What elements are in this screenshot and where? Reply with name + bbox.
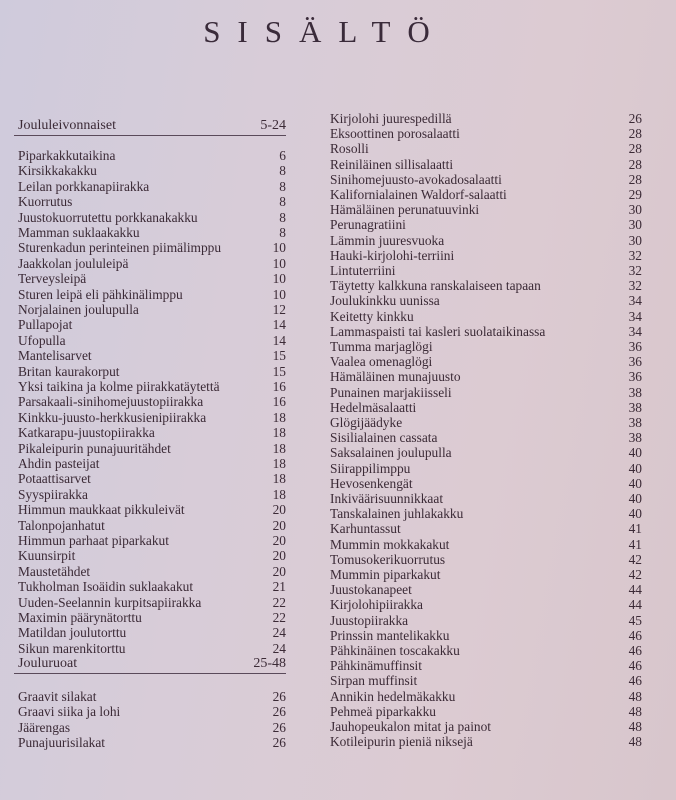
entry-page: 20 [272,517,286,533]
toc-entry [18,425,286,440]
entry-page: 8 [279,178,286,194]
entry-page: 18 [272,486,286,502]
toc-entry [330,385,642,400]
entry-title: Parsakaali-sinihomejuustopiirakka [18,394,204,410]
entry-page: 20 [272,502,286,518]
entry-title: Lammaspaisti tai kasleri suolataikinassa [330,323,546,339]
toc-entry [18,148,286,163]
entry-page: 40 [628,506,642,522]
toc-entry [330,202,642,217]
entry-title: Glögijäädyke [330,415,403,430]
entry-title: Pikaleipurin punajuuritähdet [18,440,171,456]
entry-title: Ahdin pasteijat [18,456,100,471]
entry-page: 42 [628,567,642,582]
entry-title: Yksi taikina ja kolme piirakkatäytettä [18,379,220,394]
toc-entry [330,552,642,567]
entry-title: Hauki-kirjolohi-terriini [330,247,455,263]
entry-page: 28 [628,126,642,142]
toc-entry [330,734,642,749]
toc-entry [330,248,642,263]
toc-entry [330,628,642,643]
toc-entry [330,719,642,734]
entry-title: Sirpan muffinsit [330,673,418,689]
toc-entry [330,521,642,536]
entry-title: Eksoottinen porosalaatti [330,126,460,142]
entry-page: 46 [628,627,642,643]
entry-page: 30 [628,202,642,218]
entry-page: 34 [628,323,642,339]
section-heading [18,656,286,672]
toc-entry [18,317,286,332]
entry-title: Piparkakkutaikina [18,148,116,163]
toc-entry [18,348,286,363]
toc-entry [330,263,642,278]
entry-page: 10 [272,271,286,287]
entry-page: 6 [279,148,286,163]
entry-page: 28 [628,156,642,172]
entry-title: Talonpojanhatut [18,517,105,533]
toc-entry [18,564,286,579]
entry-title: Kirjolohi juurespedillä [330,111,452,126]
entry-title: Britan kaurakorput [18,363,120,379]
entry-page: 15 [272,363,286,379]
entry-title: Matildan joulutorttu [18,625,127,641]
entry-page: 22 [272,610,286,625]
entry-title: Sinihomejuusto-avokadosalaatti [330,171,502,187]
toc-entry [330,461,642,476]
entry-page: 34 [628,308,642,324]
entry-page: 32 [628,278,642,294]
entry-title: Tumma marjaglögi [330,339,433,354]
entry-page: 41 [628,521,642,537]
entry-title: Punajuurisilakat [18,735,106,751]
entry-page: 18 [272,456,286,471]
entry-title: Tukholman Isoäidin suklaakakut [18,579,194,595]
toc-entry [330,597,642,612]
toc-entry [330,658,642,673]
toc-entry [330,126,642,141]
toc-entry [330,111,642,126]
entry-page: 28 [628,141,642,157]
entry-page: 40 [628,491,642,506]
toc-entry [18,502,286,517]
entry-title: Himmun maukkaat pikkuleivät [18,502,185,518]
toc-entry [18,302,286,317]
entry-title: Punainen marjakiisseli [330,384,452,400]
entry-page: 16 [272,379,286,394]
entry-title: Himmun parhaat piparkakut [18,533,169,548]
entry-title: Ufopulla [18,332,66,348]
entry-page: 32 [628,247,642,263]
entry-page: 22 [272,594,286,610]
toc-entry [18,548,286,563]
entry-title: Pähkinämuffinsit [330,658,422,674]
toc-entry [18,518,286,533]
toc-entry [330,369,642,384]
entry-page: 26 [272,704,286,720]
entry-page: 26 [628,111,642,126]
entry-page: 36 [628,339,642,354]
toc-entry [330,233,642,248]
entry-title: Syyspiirakka [18,486,88,502]
entry-title: Katkarapu-juustopiirakka [18,425,155,441]
entry-title: Karhuntassut [330,521,401,537]
entry-page: 28 [628,171,642,187]
toc-entry [18,364,286,379]
entry-page: 46 [628,658,642,674]
entry-title: Kirjolohipiirakka [330,597,423,613]
toc-entry [330,643,642,658]
entry-title: Kinkku-juusto-herkkusienipiirakka [18,409,207,425]
entry-page: 8 [279,225,286,240]
entry-page: 20 [272,533,286,548]
toc-entry [330,415,642,430]
entry-page: 48 [628,688,642,704]
toc-entry [330,354,642,369]
entry-page: 44 [628,597,642,613]
entry-title: Saksalainen joulupulla [330,445,452,461]
entry-title: Inkiväärisuunnikkaat [330,491,444,506]
toc-entry [18,163,286,178]
entry-page: 8 [279,209,286,225]
toc-entry [18,610,286,625]
entry-page: 15 [272,348,286,364]
toc-entry [18,240,286,255]
entry-page: 24 [272,625,286,641]
entry-page: 42 [628,551,642,567]
entry-title: Kotileipurin pieniä niksejä [330,734,473,750]
section-divider [14,135,286,136]
entry-title: Tomusokerikuorrutus [330,551,446,567]
entry-title: Norjalainen joulupulla [18,302,139,317]
entry-page: 26 [272,689,286,704]
section-title: Joululeivonnaiset [18,118,116,133]
entry-title: Lämmin juuresvuoka [330,232,445,248]
entry-page: 24 [272,640,286,656]
entry-title: Jauhopeukalon mitat ja painot [330,719,492,734]
entry-title: Maustetähdet [18,563,91,579]
toc-entry [330,157,642,172]
entry-title: Jäärengas [18,719,71,735]
entry-title: Graavi siika ja lohi [18,704,121,720]
toc-entry [18,704,286,719]
toc-entry [330,537,642,552]
toc-entry [18,225,286,240]
toc-entry [18,625,286,640]
entry-title: Kalifornialainen Waldorf-salaatti [330,187,507,202]
entry-title: Täytetty kalkkuna ranskalaiseen tapaan [330,278,541,294]
entry-page: 48 [628,703,642,719]
toc-entry [330,673,642,688]
entry-page: 18 [272,409,286,425]
toc-entry [18,287,286,302]
entry-title: Prinssin mantelikakku [330,627,450,643]
entry-page: 10 [272,286,286,302]
entry-title: Mamman suklaakakku [18,225,140,240]
entry-title: Hedelmäsalaatti [330,399,417,415]
toc-entry [18,471,286,486]
entry-page: 30 [628,232,642,248]
entry-page: 45 [628,612,642,628]
entry-title: Juustokanapeet [330,582,412,598]
entry-title: Graavit silakat [18,689,97,704]
toc-entry [330,400,642,415]
entry-title: Sikun marenkitorttu [18,640,126,656]
toc-entry [330,689,642,704]
toc-entry [18,533,286,548]
toc-entry [18,720,286,735]
entry-title: Rosolli [330,141,369,157]
entry-page: 14 [272,317,286,333]
entry-title: Potaattisarvet [18,471,91,487]
toc-entry [330,613,642,628]
entry-title: Kirsikkakakku [18,163,97,179]
entry-page: 41 [628,536,642,552]
section-page-range: 5-24 [260,118,286,133]
entry-page: 26 [272,719,286,735]
entry-page: 46 [628,673,642,689]
toc-entry [18,194,286,209]
section-page-range: 25-48 [253,656,286,671]
toc-entry [18,456,286,471]
entry-title: Perunagratiini [330,217,406,233]
entry-page: 30 [628,217,642,233]
entry-title: Hevosenkengät [330,475,413,491]
entry-page: 26 [272,735,286,751]
entry-page: 20 [272,563,286,579]
toc-entry [18,256,286,271]
entry-page: 18 [272,425,286,441]
entry-page: 38 [628,384,642,400]
entry-title: Uuden-Seelannin kurpitsapiirakka [18,594,202,610]
toc-entry [18,333,286,348]
entry-title: Mummin mokkakakut [330,536,450,552]
entry-title: Sisilialainen cassata [330,430,438,446]
entry-title: Annikin hedelmäkakku [330,688,456,704]
section-divider [14,673,286,674]
entry-title: Kuunsirpit [18,548,76,564]
entry-title: Vaalea omenaglögi [330,354,433,370]
entry-page: 48 [628,734,642,750]
toc-entry [330,476,642,491]
entry-title: Siirappilimppu [330,460,411,476]
entry-title: Hämäläinen perunatuuvinki [330,202,480,218]
toc-entry [330,491,642,506]
entry-page: 36 [628,354,642,370]
toc-entry [330,445,642,460]
entry-title: Hämäläinen munajuusto [330,369,461,385]
entry-title: Mantelisarvet [18,348,92,364]
entry-page: 29 [628,187,642,202]
toc-entry [18,179,286,194]
toc-entry [18,210,286,225]
entry-title: Lintuterriini [330,263,396,278]
toc-entry [330,567,642,582]
section-title: Jouluruoat [18,656,78,671]
toc-entry [18,595,286,610]
toc-entry [330,324,642,339]
entry-page: 46 [628,643,642,658]
toc-entry [330,704,642,719]
entry-title: Sturen leipä eli pähkinälimppu [18,286,183,302]
entry-page: 16 [272,394,286,410]
entry-title: Jaakkolan joululeipä [18,255,129,271]
entry-title: Keitetty kinkku [330,308,414,324]
entry-page: 48 [628,719,642,734]
entry-title: Pullapojat [18,317,73,333]
entry-page: 40 [628,475,642,491]
toc-entry [330,309,642,324]
toc-entry [18,379,286,394]
entry-page: 38 [628,430,642,446]
section-heading [18,118,286,134]
toc-entry [330,582,642,597]
entry-page: 38 [628,399,642,415]
entry-page: 12 [272,302,286,317]
entry-page: 32 [628,263,642,278]
entry-page: 10 [272,255,286,271]
entry-page: 14 [272,332,286,348]
entry-page: 34 [628,293,642,309]
entry-page: 18 [272,471,286,487]
toc-entry [330,430,642,445]
toc-entry [330,172,642,187]
entry-title: Juustopiirakka [330,612,409,628]
toc-entry [18,579,286,594]
toc-entry [18,641,286,656]
entry-title: Terveysleipä [18,271,87,287]
toc-entry [18,394,286,409]
toc-entry [330,187,642,202]
toc-entry [330,506,642,521]
entry-title: Kuorrutus [18,194,73,210]
toc-entry [330,217,642,232]
entry-title: Mummin piparkakut [330,567,441,582]
entry-page: 38 [628,415,642,430]
toc-entry [330,278,642,293]
entry-page: 8 [279,194,286,210]
entry-title: Pähkinäinen toscakakku [330,643,460,658]
toc-entry [18,735,286,750]
entry-title: Pehmeä piparkakku [330,703,436,719]
toc-entry [330,339,642,354]
entry-title: Reiniläinen sillisalaatti [330,156,454,172]
toc-entry [18,410,286,425]
entry-title: Tanskalainen juhlakakku [330,506,464,522]
entry-page: 36 [628,369,642,385]
entry-title: Joulukinkku uunissa [330,293,440,309]
toc-entry [18,689,286,704]
page-title: SISÄLTÖ [203,14,447,49]
entry-page: 20 [272,548,286,564]
toc-entry [330,141,642,156]
entry-title: Maximin päärynätorttu [18,610,142,625]
toc-entry [18,271,286,286]
toc-entry [18,487,286,502]
entry-page: 10 [272,240,286,256]
entry-page: 21 [272,579,286,595]
entry-title: Leilan porkkanapiirakka [18,178,150,194]
entry-page: 8 [279,163,286,179]
toc-entry [18,441,286,456]
toc-entry [330,293,642,308]
entry-page: 44 [628,582,642,598]
entry-page: 18 [272,440,286,456]
entry-title: Juustokuorrutettu porkkanakakku [18,209,198,225]
entry-title: Sturenkadun perinteinen piimälimppu [18,240,222,256]
entry-page: 40 [628,460,642,476]
entry-page: 40 [628,445,642,461]
